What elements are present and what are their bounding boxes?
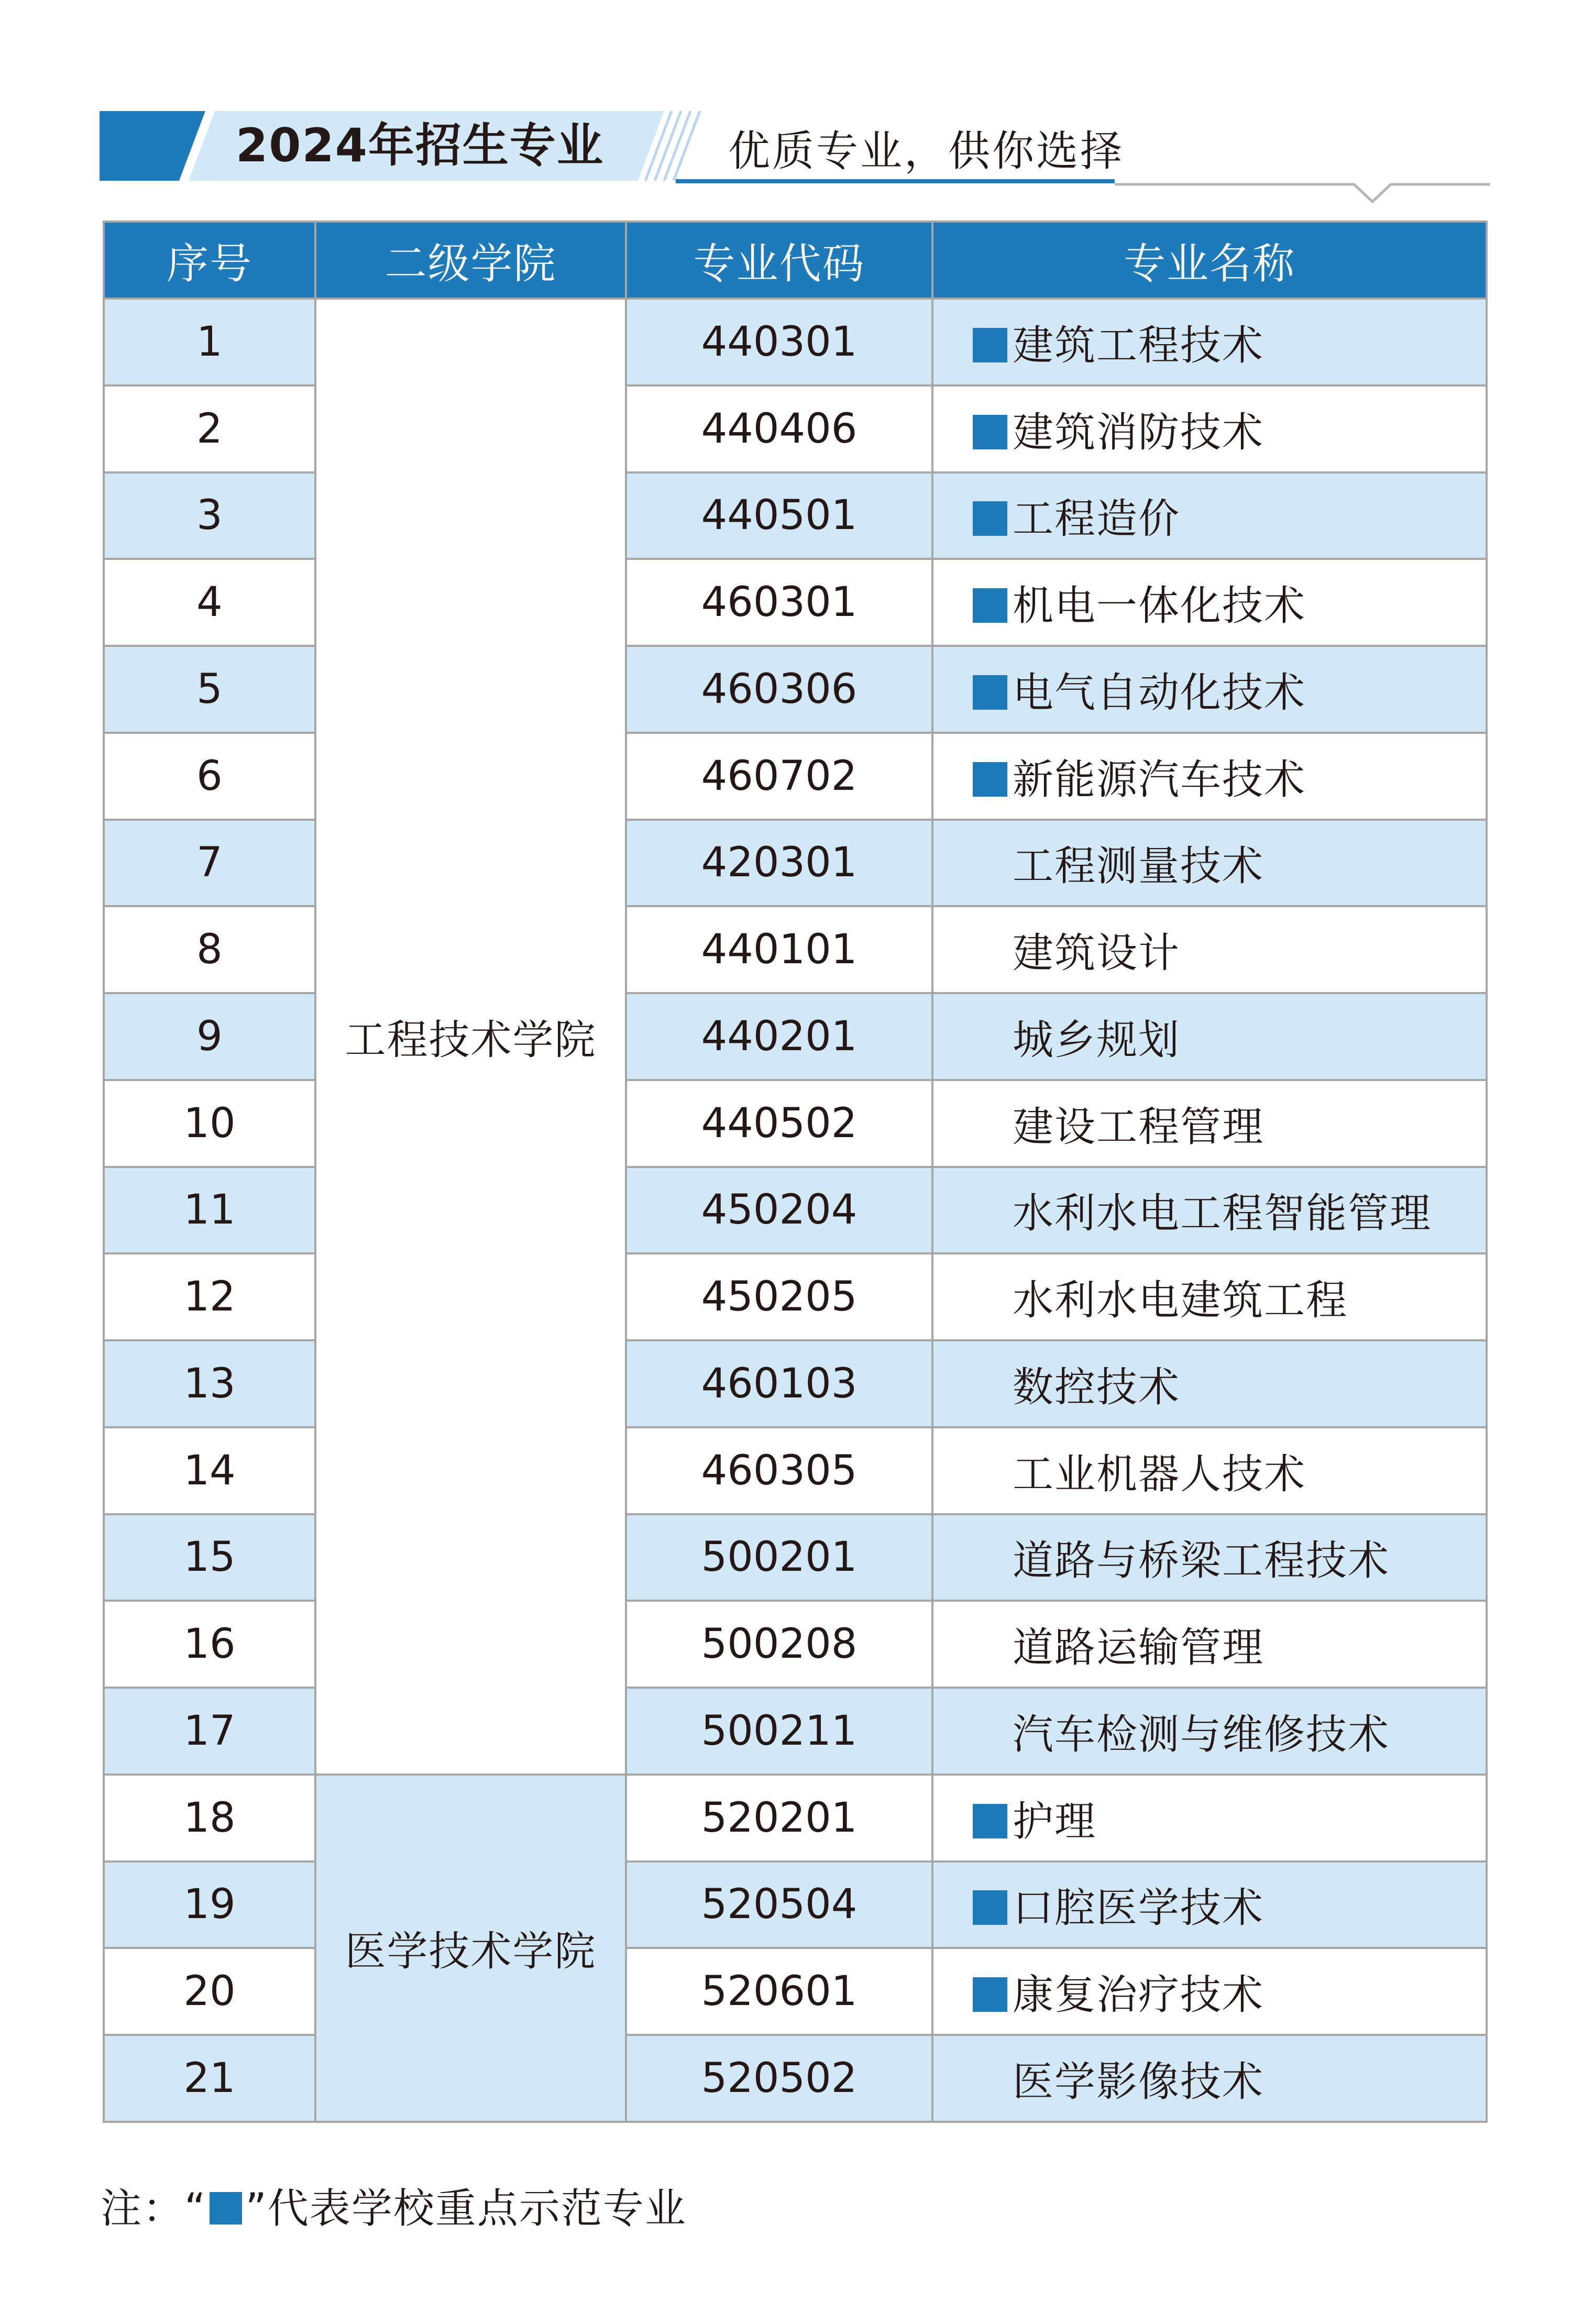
major-name-cell (932, 1080, 1487, 1167)
table-row (104, 1775, 1487, 1862)
major-code: 500208 (626, 1601, 932, 1688)
major-code: 520504 (626, 1862, 932, 1948)
major-name: 护理 (1013, 1798, 1097, 1845)
major-name-cell (932, 1253, 1487, 1340)
major-name-cell (932, 1514, 1487, 1601)
row-number: 12 (104, 1253, 315, 1340)
major-name: 道路运输管理 (1013, 1624, 1265, 1672)
footnote-close-quote: ” (245, 2185, 268, 2232)
key-major-square-icon (210, 2192, 242, 2224)
table-row (104, 1253, 1487, 1340)
table-header-row (104, 222, 1487, 299)
row-number: 19 (104, 1862, 315, 1948)
header-college: 二级学院 (315, 222, 626, 299)
major-name: 电气自动化技术 (1013, 669, 1306, 717)
table-row (104, 906, 1487, 993)
major-code: 460301 (626, 559, 932, 646)
major-name-cell (932, 1688, 1487, 1775)
major-name: 康复治疗技术 (1013, 1971, 1265, 2019)
table-row (104, 472, 1487, 559)
major-name-cell (932, 1427, 1487, 1514)
footnote-text: 代表学校重点示范专业 (267, 2185, 687, 2232)
key-major-square-icon (973, 415, 1007, 449)
major-name-cell (932, 646, 1487, 733)
table-row (104, 1514, 1487, 1601)
row-number: 11 (104, 1167, 315, 1254)
key-major-square-icon (973, 501, 1007, 536)
row-number: 3 (104, 472, 315, 559)
table-row (104, 2035, 1487, 2122)
table-row (104, 1080, 1487, 1167)
college-name: 医学技术学院 (315, 1775, 626, 2122)
major-name: 道路与桥梁工程技术 (1013, 1537, 1390, 1585)
row-number: 8 (104, 906, 315, 993)
major-name: 建筑消防技术 (1013, 409, 1265, 456)
header-code: 专业代码 (626, 222, 932, 299)
major-name-cell (932, 472, 1487, 559)
table-row (104, 646, 1487, 733)
major-code: 440201 (626, 993, 932, 1080)
major-name: 汽车检测与维修技术 (1013, 1711, 1390, 1758)
major-code: 460306 (626, 646, 932, 733)
key-major-square-icon (973, 762, 1007, 797)
major-name-cell (932, 820, 1487, 907)
header-major-name: 专业名称 (932, 222, 1487, 299)
major-name-cell (932, 1340, 1487, 1427)
major-code: 520502 (626, 2035, 932, 2122)
major-name-cell (932, 1948, 1487, 2035)
row-number: 20 (104, 1948, 315, 2035)
key-major-square-icon (973, 328, 1007, 362)
major-code: 460103 (626, 1340, 932, 1427)
major-name: 建设工程管理 (1013, 1103, 1265, 1151)
major-code: 500211 (626, 1688, 932, 1775)
table-row (104, 559, 1487, 646)
major-name: 口腔医学技术 (1013, 1885, 1265, 1932)
table-row (104, 1948, 1487, 2035)
major-name-cell (932, 733, 1487, 820)
major-name: 城乡规划 (1013, 1016, 1181, 1064)
row-number: 4 (104, 559, 315, 646)
key-major-square-icon (973, 1890, 1007, 1925)
major-code: 500201 (626, 1514, 932, 1601)
table-body (104, 299, 1487, 2122)
table-row (104, 386, 1487, 472)
banner-dark-block (100, 111, 205, 181)
major-name: 建筑设计 (1013, 930, 1181, 977)
major-name: 工业机器人技术 (1013, 1450, 1306, 1498)
key-major-square-icon (973, 675, 1007, 710)
row-number: 1 (104, 299, 315, 386)
major-name: 机电一体化技术 (1013, 582, 1306, 630)
major-code: 420301 (626, 820, 932, 907)
table-row (104, 1862, 1487, 1948)
college-name: 工程技术学院 (315, 299, 626, 1775)
key-major-square-icon (973, 1977, 1007, 2012)
major-code: 450204 (626, 1167, 932, 1254)
header-seq: 序号 (104, 222, 315, 299)
key-major-square-icon (973, 588, 1007, 623)
major-code: 460305 (626, 1427, 932, 1514)
row-number: 17 (104, 1688, 315, 1775)
major-code: 440101 (626, 906, 932, 993)
table-row (104, 1688, 1487, 1775)
table-row (104, 1340, 1487, 1427)
majors-table (103, 221, 1488, 2123)
major-name-cell (932, 299, 1487, 386)
major-name: 水利水电建筑工程 (1013, 1277, 1348, 1325)
row-number: 6 (104, 733, 315, 820)
row-number: 18 (104, 1775, 315, 1862)
major-name-cell (932, 1601, 1487, 1688)
table-row (104, 1427, 1487, 1514)
footnote-prefix: 注： (101, 2185, 185, 2232)
footnote-open-quote: “ (184, 2185, 207, 2232)
major-name-cell (932, 906, 1487, 993)
majors-table-container (103, 221, 1486, 2123)
major-name-cell (932, 386, 1487, 472)
major-code: 450205 (626, 1253, 932, 1340)
major-name-cell (932, 993, 1487, 1080)
table-row (104, 1167, 1487, 1254)
major-name-cell (932, 1775, 1487, 1862)
table-row (104, 820, 1487, 907)
major-name-cell (932, 559, 1487, 646)
major-code: 440502 (626, 1080, 932, 1167)
major-name: 数控技术 (1013, 1363, 1181, 1411)
table-row (104, 299, 1487, 386)
major-name: 建筑工程技术 (1013, 322, 1265, 369)
major-name-cell (932, 1167, 1487, 1254)
row-number: 16 (104, 1601, 315, 1688)
major-name: 工程造价 (1013, 495, 1181, 543)
page-subtitle: 优质专业，供你选择 (728, 127, 1124, 175)
row-number: 15 (104, 1514, 315, 1601)
row-number: 13 (104, 1340, 315, 1427)
row-number: 9 (104, 993, 315, 1080)
major-code: 520201 (626, 1775, 932, 1862)
major-name: 医学影像技术 (1013, 2058, 1265, 2106)
row-number: 10 (104, 1080, 315, 1167)
key-major-square-icon (973, 1804, 1007, 1838)
table-row (104, 733, 1487, 820)
row-number: 5 (104, 646, 315, 733)
banner-underline-grey (1115, 184, 1490, 202)
major-name-cell (932, 1862, 1487, 1948)
row-number: 7 (104, 820, 315, 907)
major-name: 水利水电工程智能管理 (1013, 1190, 1432, 1238)
row-number: 21 (104, 2035, 315, 2122)
major-code: 440406 (626, 386, 932, 472)
table-row (104, 993, 1487, 1080)
major-code: 440301 (626, 299, 932, 386)
page-title: 2024年招生专业 (236, 118, 604, 172)
row-number: 14 (104, 1427, 315, 1514)
table-row (104, 1601, 1487, 1688)
major-code: 520601 (626, 1948, 932, 2035)
major-name-cell (932, 2035, 1487, 2122)
major-code: 440501 (626, 472, 932, 559)
row-number: 2 (104, 386, 315, 472)
footnote (101, 2176, 687, 2234)
major-name: 工程测量技术 (1013, 843, 1265, 890)
major-name: 新能源汽车技术 (1013, 756, 1306, 803)
major-code: 460702 (626, 733, 932, 820)
